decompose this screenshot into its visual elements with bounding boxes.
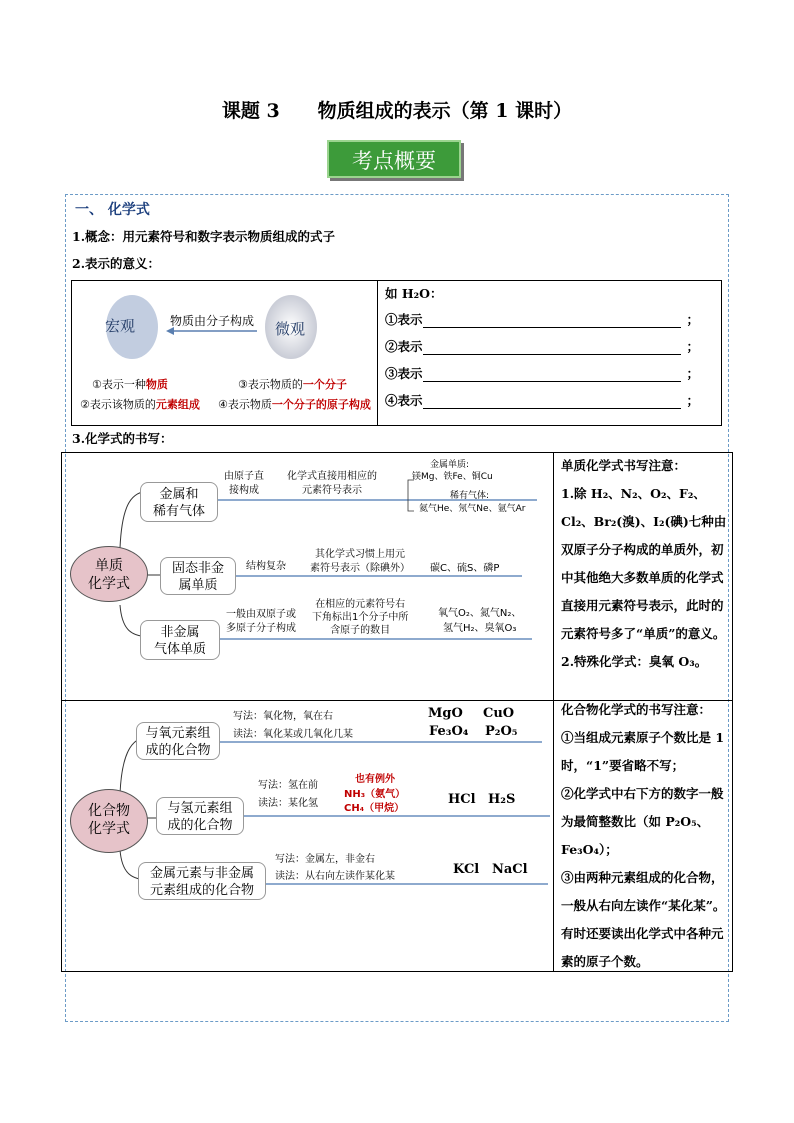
b3-ex-2: 氢气H₂、臭氧O₃ [443, 623, 517, 634]
c3-write: 写法：金属左，非金右 [275, 854, 375, 865]
c2-write: 写法：氢在前 [258, 780, 318, 791]
elem-branch-2: 固态非金 属单质 [160, 557, 236, 595]
meaning-4: ④表示物质一个分子的原子构成 [218, 398, 371, 411]
b2-desc-c: 碳C、硫S、磷P [430, 563, 500, 574]
element-notes-p2: 2.特殊化学式：臭氧 O₃。 [561, 654, 708, 669]
b1-desc-a: 由原子直 接构成 [224, 471, 264, 496]
b3-desc-b: 在相应的元素符号右 下角标出1个分子中所 含原子的数目 [312, 599, 409, 636]
elem-branch-3: 非金属 气体单质 [140, 620, 220, 660]
meaning-3: ③表示物质的一个分子 [238, 378, 347, 391]
table-divider [377, 280, 378, 426]
b1-desc-b: 化学式直接用相应的 元素符号表示 [287, 471, 377, 496]
answer-blank-3[interactable] [423, 369, 681, 382]
writing-divider-v [553, 452, 554, 972]
element-notes-p1: 1.除 H₂、N₂、O₂、F₂、Cl₂、Br₂(溴)、I₂(碘)七种由双原子分子构成的单质外，初中其他绝大多数单质的化学式直接用元素符号表示，此时的元素符号多了“单质”的意义。 [561, 486, 727, 641]
b3-desc-a: 一般由双原子或 多原子分子构成 [226, 609, 296, 634]
c1-formula-4: P₂O₅ [485, 724, 518, 739]
b1-metal-ex: 镁Mg、铁Fe、铜Cu [412, 472, 493, 482]
h2o-row-4: ④表示 ； [385, 393, 700, 408]
compound-notes-title: 化合物化学式的书写注意： [561, 702, 712, 717]
compound-notes-p1: ①当组成元素原子个数比是 1 时，“1”要省略不写； [561, 730, 725, 773]
compound-center-node: 化合物 化学式 [70, 789, 148, 853]
meaning-2: ②表示该物质的元素组成 [80, 398, 200, 411]
b1-gas-ex: 氦气He、氖气Ne、氩气Ar [419, 504, 526, 514]
b3-ex-1: 氧气O₂、氮气N₂、 [438, 608, 522, 619]
h2o-row-3: ③表示 ； [385, 366, 700, 381]
concept-text: 1.概念：用元素符号和数字表示物质组成的式子 [72, 229, 336, 244]
c1-formula-1: MgO [428, 706, 463, 721]
h2o-head: 如 H₂O： [385, 286, 443, 301]
c1-read: 读法：氧化某或几氧化几某 [233, 729, 353, 740]
compound-notes-p2: ②化学式中右下方的数字一般为最简整数比（如 P₂O₅、Fe₃O₄）； [561, 786, 724, 857]
compound-notes-p3: ③由两种元素组成的化合物，一般从右向左读作“某化某”。有时还要读出化学式中各种元素的原子个数。 [561, 870, 726, 969]
c1-formula-3: Fe₃O₄ [429, 724, 469, 739]
c2-read: 读法：某化氢 [258, 798, 318, 809]
comp-branch-3: 金属元素与非金属 元素组成的化合物 [138, 862, 266, 900]
answer-blank-2[interactable] [423, 342, 681, 355]
writing-label: 3.化学式的书写： [72, 431, 173, 446]
b2-desc-b: 其化学式习惯上用元 素符号表示（除碘外） [310, 549, 410, 574]
section-heading: 一、 化学式 [75, 202, 150, 218]
c3-formula-2: NaCl [492, 862, 528, 877]
section-badge: 考点概要 [327, 140, 461, 178]
element-notes [561, 452, 731, 676]
meaning-label: 2.表示的意义： [72, 256, 161, 271]
meaning-1: ①表示一种物质 [92, 378, 168, 391]
b2-desc-a: 结构复杂 [246, 561, 286, 572]
h2o-row-2: ②表示 ； [385, 339, 700, 354]
arrow-label: 物质由分子构成 [170, 314, 255, 328]
b1-metal-label: 金属单质: [430, 460, 470, 470]
elem-branch-1: 金属和 稀有气体 [140, 482, 218, 522]
c3-read: 读法：从右向左读作某化某 [275, 871, 395, 882]
answer-blank-4[interactable] [423, 396, 681, 409]
b1-gas-label: 稀有气体: [450, 491, 490, 501]
c1-formula-2: CuO [483, 706, 515, 721]
c3-formula-1: KCl [453, 862, 480, 877]
micro-label: 微观 [275, 320, 306, 338]
page-title: 课题 3 物质组成的表示（第 1 课时） [221, 100, 573, 122]
macro-label: 宏观 [105, 317, 136, 335]
c1-write: 写法：氧化物，氧在右 [233, 711, 333, 722]
element-notes-title: 单质化学式书写注意： [561, 458, 687, 473]
c2-exception-1: NH₃（氨气） [344, 789, 406, 800]
comp-branch-1: 与氧元素组 成的化合物 [136, 722, 220, 760]
c2-formula-2: H₂S [488, 792, 516, 807]
element-center-node: 单质 化学式 [70, 546, 148, 602]
c2-exception: 也有例外 [355, 774, 395, 785]
c2-exception-2: CH₄（甲烷） [344, 803, 405, 814]
h2o-row-1: ①表示 ； [385, 312, 700, 327]
comp-branch-2: 与氢元素组 成的化合物 [156, 797, 244, 835]
answer-blank-1[interactable] [423, 315, 681, 328]
c2-formula-1: HCl [448, 792, 476, 807]
compound-notes [561, 696, 731, 976]
